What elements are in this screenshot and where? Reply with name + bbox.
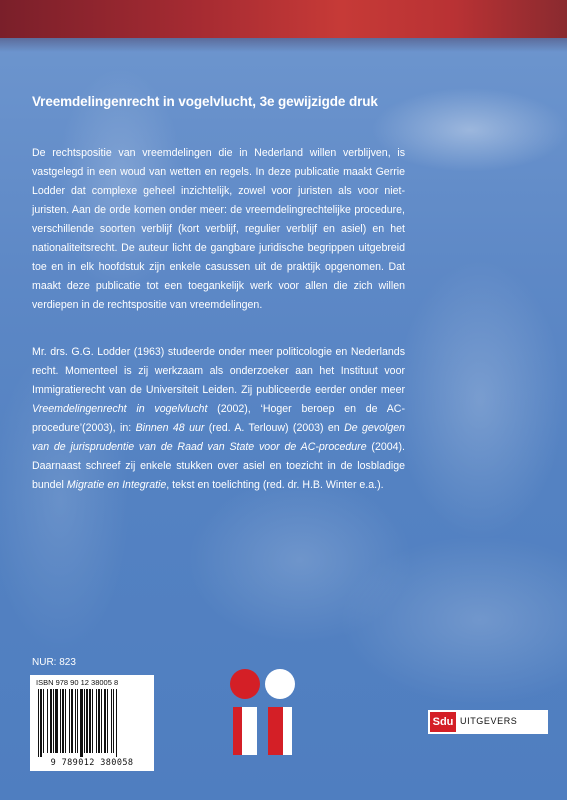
barcode-digits: 9 789012 380058 (50, 758, 134, 768)
barcode-bar (62, 689, 64, 753)
barcode-bar (77, 689, 78, 753)
barcode-bar (75, 689, 76, 753)
barcode-bar (47, 689, 48, 753)
barcode-bar (38, 689, 39, 757)
white-edge-icon (283, 707, 292, 755)
ean13-barcode-icon (36, 689, 148, 757)
barcode-bar (65, 689, 66, 753)
barcode-bar (101, 689, 102, 753)
barcode-block (30, 675, 154, 771)
barcode-bar (107, 689, 108, 753)
band-shadow (0, 38, 567, 52)
barcode-bar (60, 689, 61, 753)
author-bio (32, 343, 405, 495)
nur-code: NUR: 823 (32, 657, 76, 668)
sdu-mark: Sdu (430, 712, 456, 732)
red-edge-icon (233, 707, 242, 755)
bio-title-3: De gevolgen van de jurisprudentie van de Raad van State voor de AC-procedure (32, 422, 405, 453)
publisher-name: UITGEVERS (460, 716, 518, 726)
barcode-bar (86, 689, 88, 753)
barcode-bar (104, 689, 106, 753)
barcode-bar (53, 689, 54, 753)
barcode-bar (50, 689, 52, 753)
barcode-bar (55, 689, 58, 753)
bio-title-2: Binnen 48 uur (135, 422, 205, 434)
bio-text: (2002), ‘Hoger beroep en de AC-procedure’(2003), in: (32, 403, 405, 434)
bio-text: (2004). Daarnaast schreef zij enkele stukken over asiel en toezicht in de losbladige bundel (32, 441, 405, 491)
barcode-bar (92, 689, 93, 753)
publisher-logo (428, 710, 548, 734)
bio-text: Mr. drs. G.G. Lodder (1963) studeerde onder meer politicologie en Nederlands recht. Momenteel is zij werkzaam als onderzoeker aan het Instituut voor Immigratierecht van de Universiteit Leiden. Zij publiceerde eerder onder meer (32, 346, 405, 396)
book-title: Vreemdelingenrecht in vogelvlucht, 3e gewijzigde druk (32, 94, 378, 109)
barcode-bar (111, 689, 112, 753)
barcode-bar (43, 689, 44, 753)
top-red-band (0, 0, 567, 38)
barcode-bar (98, 689, 100, 753)
barcode-bar (84, 689, 85, 753)
red-dot-icon (230, 669, 260, 699)
isbn-text: ISBN 978 90 12 38005 8 (36, 678, 119, 687)
barcode-bar (40, 689, 42, 757)
bio-title-1: Vreemdelingenrecht in vogelvlucht (32, 403, 208, 415)
ii-dots-logo-icon (228, 667, 298, 755)
barcode-bar (89, 689, 91, 753)
barcode-bar (69, 689, 70, 753)
white-dot-icon (265, 669, 295, 699)
barcode-bar (71, 689, 73, 753)
description-paragraph: De rechtspositie van vreemdelingen die in Nederland willen verblijven, is vastgelegd in een woud van wetten en regels. In deze publicatie maakt Gerrie Lodder dat complexe geheel inzichtelijk, zowel voor juristen als voor niet-juristen. Aan de orde komen onder meer: de vreemdelingrechtelijke procedure, verschillende soorten verblijf (kort verblijf, regulier verblijf en asiel) en het nationaliteitsrecht. De auteur licht de gangbare juridische begrippen uitgebreid toe en in elk hoofdstuk zijn enkele casussen uit de praktijk opgenomen. Dat maakt deze publicatie tot een toegankelijk werk voor allen die zich willen verdiepen in de rechtspositie van vreemdelingen. (32, 147, 405, 311)
barcode-bar (96, 689, 97, 753)
bio-text: , tekst en toelichting (red. dr. H.B. Winter e.a.). (166, 479, 384, 491)
barcode-bar (113, 689, 114, 753)
bio-title-4: Migratie en Integratie (66, 479, 167, 491)
barcode-bar (116, 689, 117, 757)
bio-text: (red. A. Terlouw) (2003) en (204, 422, 345, 434)
barcode-bar (80, 689, 83, 757)
